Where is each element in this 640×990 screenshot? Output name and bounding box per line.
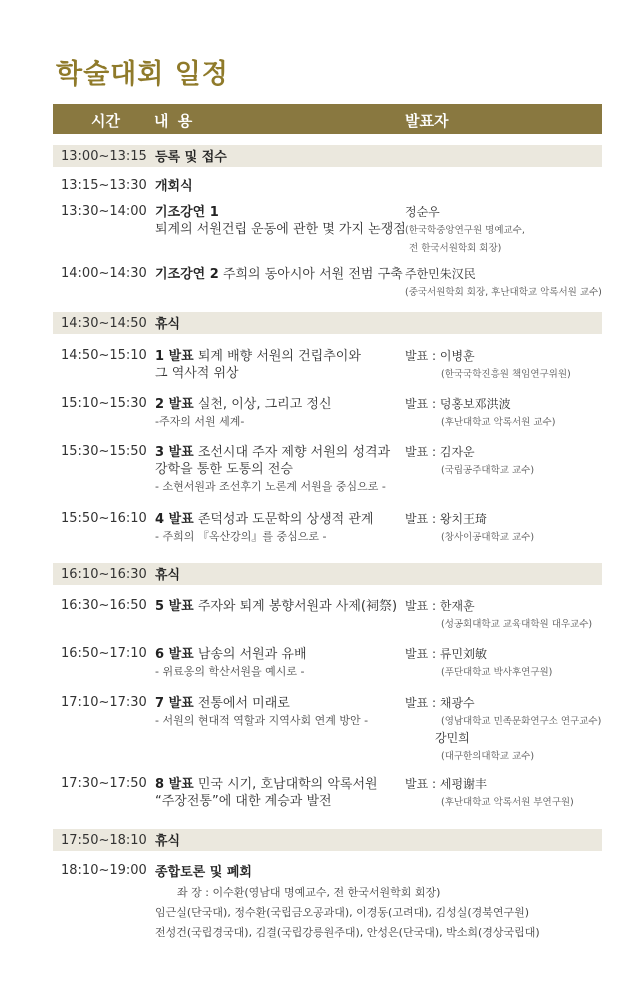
row-text: 민국 시기, 호남대학의 악록서원 bbox=[193, 777, 378, 792]
row-line: 퇴계의 서원건립 운동에 관한 몇 가지 논쟁점 bbox=[155, 222, 406, 237]
row-time: 13:30~14:00 bbox=[61, 204, 147, 219]
presenter-affiliation: (한국학중앙연구원 명예교수, bbox=[405, 225, 525, 236]
presenter-name: 발표 : 채광수 bbox=[405, 696, 475, 710]
row-line: “주장전통”에 대한 계승과 발전 bbox=[155, 794, 332, 809]
row-time: 15:50~16:10 bbox=[61, 511, 147, 526]
presenter-name: 강민희 bbox=[435, 731, 470, 745]
row-title: 휴식 bbox=[155, 834, 181, 849]
row-title: 휴식 bbox=[155, 568, 181, 583]
row-line: - 주희의 『옥산강의』를 중심으로 - bbox=[155, 530, 327, 543]
row-title: 6 발표 bbox=[155, 647, 194, 662]
presenter-name: 발표 : 이병훈 bbox=[405, 349, 475, 363]
row-title: 종합토론 및 폐회 bbox=[155, 865, 252, 880]
presenter-affiliation: (한국국학진흥원 책임연구위원) bbox=[441, 369, 571, 380]
row-text: 실천, 이상, 그리고 정신 bbox=[193, 397, 332, 412]
row-title: 등록 및 접수 bbox=[155, 150, 227, 165]
schedule-row-break bbox=[53, 145, 602, 167]
row-line: 임근실(단국대), 정수환(국립금오공과대), 이경동(고려대), 김성실(경북연구원) bbox=[155, 906, 530, 919]
row-time: 14:30~14:50 bbox=[61, 316, 147, 331]
presenter-name: 발표 : 세펑谢丰 bbox=[405, 777, 488, 791]
presenter-affiliation: (영남대학교 민족문화연구소 연구교수) bbox=[441, 716, 602, 727]
presenter-affiliation: (후난대학교 악록서원 부연구원) bbox=[441, 797, 574, 808]
row-time: 17:10~17:30 bbox=[61, 695, 147, 710]
schedule-row-break bbox=[53, 829, 602, 851]
row-text: 남송의 서원과 유배 bbox=[193, 647, 307, 662]
presenter-name: 발표 : 왕치王琦 bbox=[405, 512, 488, 526]
row-line: - 위료옹의 학산서원을 예시로 - bbox=[155, 665, 305, 678]
schedule-row-break bbox=[53, 563, 602, 585]
header-content: 내 용 bbox=[154, 112, 195, 130]
row-time: 13:00~13:15 bbox=[61, 149, 147, 164]
presenter-affiliation: (푸단대학교 박사후연구원) bbox=[441, 667, 553, 678]
row-time: 16:10~16:30 bbox=[61, 567, 147, 582]
page-title: 학술대회 일정 bbox=[56, 59, 229, 90]
row-line: - 소현서원과 조선후기 노론계 서원을 중심으로 - bbox=[155, 480, 386, 493]
row-time: 17:50~18:10 bbox=[61, 833, 147, 848]
row-line: 좌 장 : 이수환(영남대 명예교수, 전 한국서원학회 회장) bbox=[177, 886, 441, 899]
row-title: 8 발표 bbox=[155, 777, 194, 792]
schedule-row-break bbox=[53, 312, 602, 334]
row-line: 그 역사적 위상 bbox=[155, 366, 239, 381]
row-line: 강학을 통한 도통의 전승 bbox=[155, 462, 293, 477]
row-text: 조선시대 주자 제향 서원의 성격과 bbox=[193, 445, 391, 460]
row-time: 17:30~17:50 bbox=[61, 776, 147, 791]
row-text: 주자와 퇴계 봉향서원과 사제(祠祭) bbox=[193, 599, 398, 614]
row-time: 14:50~15:10 bbox=[61, 348, 147, 363]
row-line: -주자의 서원 세계- bbox=[155, 415, 245, 428]
row-text: 주희의 동아시아 서원 전범 구축 bbox=[218, 267, 403, 282]
row-title: 3 발표 bbox=[155, 445, 194, 460]
row-line: - 서원의 현대적 역할과 지역사회 연계 방안 - bbox=[155, 714, 369, 727]
row-time: 15:10~15:30 bbox=[61, 396, 147, 411]
presenter-name: 주한민朱汉民 bbox=[405, 267, 476, 281]
presenter-affiliation: (국립공주대학교 교수) bbox=[441, 465, 535, 476]
row-text: 전통에서 미래로 bbox=[193, 696, 290, 711]
presenter-name: 발표 : 류민刘敏 bbox=[405, 647, 488, 661]
row-time: 18:10~19:00 bbox=[61, 863, 147, 878]
row-time: 15:30~15:50 bbox=[61, 444, 147, 459]
row-line: 전성건(국립경국대), 김결(국립강릉원주대), 안성은(단국대), 박소희(경상국립대) bbox=[155, 926, 540, 939]
header-presenter: 발표자 bbox=[405, 112, 449, 130]
presenter-name: 발표 : 김자운 bbox=[405, 445, 475, 459]
row-title: 기조강연 1 bbox=[155, 205, 219, 220]
presenter-name: 정순우 bbox=[405, 205, 440, 219]
row-time: 16:30~16:50 bbox=[61, 598, 147, 613]
row-title: 5 발표 bbox=[155, 599, 194, 614]
row-title: 휴식 bbox=[155, 317, 181, 332]
row-title: 개회식 bbox=[155, 179, 193, 194]
row-title: 7 발표 bbox=[155, 696, 194, 711]
presenter-name: 발표 : 한재훈 bbox=[405, 599, 475, 613]
presenter-affiliation: (대구한의대학교 교수) bbox=[441, 751, 535, 762]
presenter-affiliation: (중국서원학회 회장, 후난대학교 악록서원 교수) bbox=[405, 287, 602, 298]
presenter-affiliation: 전 한국서원학회 회장) bbox=[409, 243, 502, 254]
presenter-affiliation: (성공회대학교 교육대학원 대우교수) bbox=[441, 619, 593, 630]
row-title: 기조강연 2 bbox=[155, 267, 219, 282]
presenter-name: 발표 : 덩홍보邓洪波 bbox=[405, 397, 511, 411]
presenter-affiliation: (후난대학교 악록서원 교수) bbox=[441, 417, 556, 428]
row-title: 1 발표 bbox=[155, 349, 194, 364]
row-text: 존덕성과 도문학의 상생적 관계 bbox=[193, 512, 374, 527]
header-time: 시간 bbox=[91, 112, 120, 130]
row-text: 퇴계 배향 서원의 건립추이와 bbox=[193, 349, 361, 364]
row-title: 4 발표 bbox=[155, 512, 194, 527]
row-time: 14:00~14:30 bbox=[61, 266, 147, 281]
row-title: 2 발표 bbox=[155, 397, 194, 412]
row-time: 13:15~13:30 bbox=[61, 178, 147, 193]
table-header bbox=[53, 104, 602, 134]
presenter-affiliation: (창사이공대학교 교수) bbox=[441, 532, 535, 543]
row-time: 16:50~17:10 bbox=[61, 646, 147, 661]
